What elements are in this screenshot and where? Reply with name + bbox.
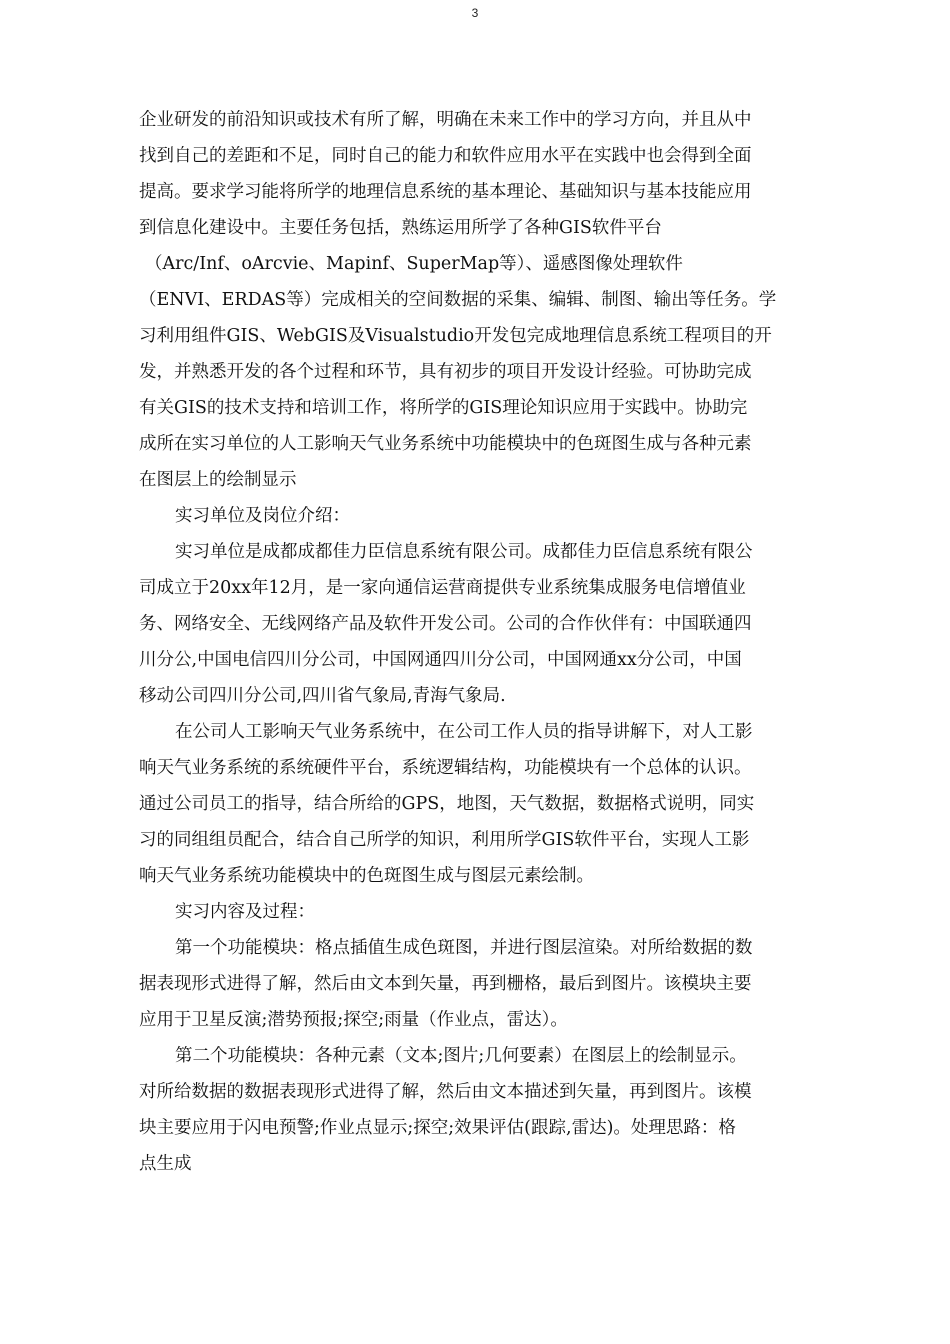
text-line: 发，并熟悉开发的各个过程和环节，具有初步的项目开发设计经验。可协助完成 (139, 362, 752, 382)
text-line: 据表现形式进得了解，然后由文本到矢量，再到栅格，最后到图片。该模块主要 (139, 974, 752, 994)
text-line: 块主要应用于闪电预警;作业点显示;探空;效果评估(跟踪,雷达)。处理思路：格 (139, 1118, 736, 1138)
document-body (139, 102, 819, 1182)
text-line: 习利用组件GIS、WebGIS及Visualstudio开发包完成地理信息系统工程项目的开 (139, 326, 772, 346)
page-number: 3 (471, 6, 479, 20)
text-line: 应用于卫星反演;潜势预报;探空;雨量（作业点，雷达）。 (139, 1010, 568, 1030)
text-line: 企业研发的前沿知识或技术有所了解，明确在未来工作中的学习方向，并且从中 (139, 110, 752, 130)
text-line: 提高。要求学习能将所学的地理信息系统的基本理论、基础知识与基本技能应用 (139, 182, 752, 202)
text-line: 到信息化建设中。主要任务包括，熟练运用所学了各种GIS软件平台 (139, 218, 662, 238)
text-line: 找到自己的差距和不足，同时自己的能力和软件应用水平在实践中也会得到全面 (139, 146, 752, 166)
text-line: 通过公司员工的指导，结合所给的GPS，地图，天气数据，数据格式说明，同实 (139, 794, 755, 814)
text-line: 有关GIS的技术支持和培训工作，将所学的GIS理论知识应用于实践中。协助完 (139, 398, 748, 418)
text-line: （ENVI、ERDAS等）完成相关的空间数据的采集、编辑、制图、输出等任务。学 (139, 290, 777, 310)
text-line: 点生成 (139, 1154, 192, 1174)
text-line: 第一个功能模块：格点插值生成色斑图，并进行图层渲染。对所给数据的数 (175, 938, 753, 958)
text-line: 对所给数据的数据表现形式进得了解，然后由文本描述到矢量，再到图片。该模 (139, 1082, 752, 1102)
text-line: 司成立于20xx年12月，是一家向通信运营商提供专业系统集成服务电信增值业 (139, 578, 746, 598)
text-line: （Arc/Inf、oArcvie、Mapinf、SuperMap等）、遥感图像处理软件 (145, 254, 683, 274)
text-line: 在图层上的绘制显示 (139, 470, 297, 490)
text-line: 川分公,中国电信四川分公司，中国网通四川分公司，中国网通xx分公司，中国 (139, 650, 742, 670)
text-line: 务、网络安全、无线网络产品及软件开发公司。公司的合作伙伴有：中国联通四 (139, 614, 752, 634)
text-line: 成所在实习单位的人工影响天气业务系统中功能模块中的色斑图生成与各种元素 (139, 434, 752, 454)
text-line: 响天气业务系统的系统硬件平台，系统逻辑结构，功能模块有一个总体的认识。 (139, 758, 752, 778)
text-line: 实习单位及岗位介绍： (175, 506, 350, 526)
text-line: 实习内容及过程： (175, 902, 315, 922)
text-line: 实习单位是成都成都佳力臣信息系统有限公司。成都佳力臣信息系统有限公 (175, 542, 753, 562)
text-line: 移动公司四川分公司,四川省气象局,青海气象局. (139, 686, 506, 706)
text-line: 习的同组组员配合，结合自己所学的知识，利用所学GIS软件平台，实现人工影 (139, 830, 750, 850)
text-line: 响天气业务系统功能模块中的色斑图生成与图层元素绘制。 (139, 866, 594, 886)
text-line: 第二个功能模块：各种元素（文本;图片;几何要素）在图层上的绘制显示。 (175, 1046, 747, 1066)
text-line: 在公司人工影响天气业务系统中，在公司工作人员的指导讲解下，对人工影 (175, 722, 753, 742)
